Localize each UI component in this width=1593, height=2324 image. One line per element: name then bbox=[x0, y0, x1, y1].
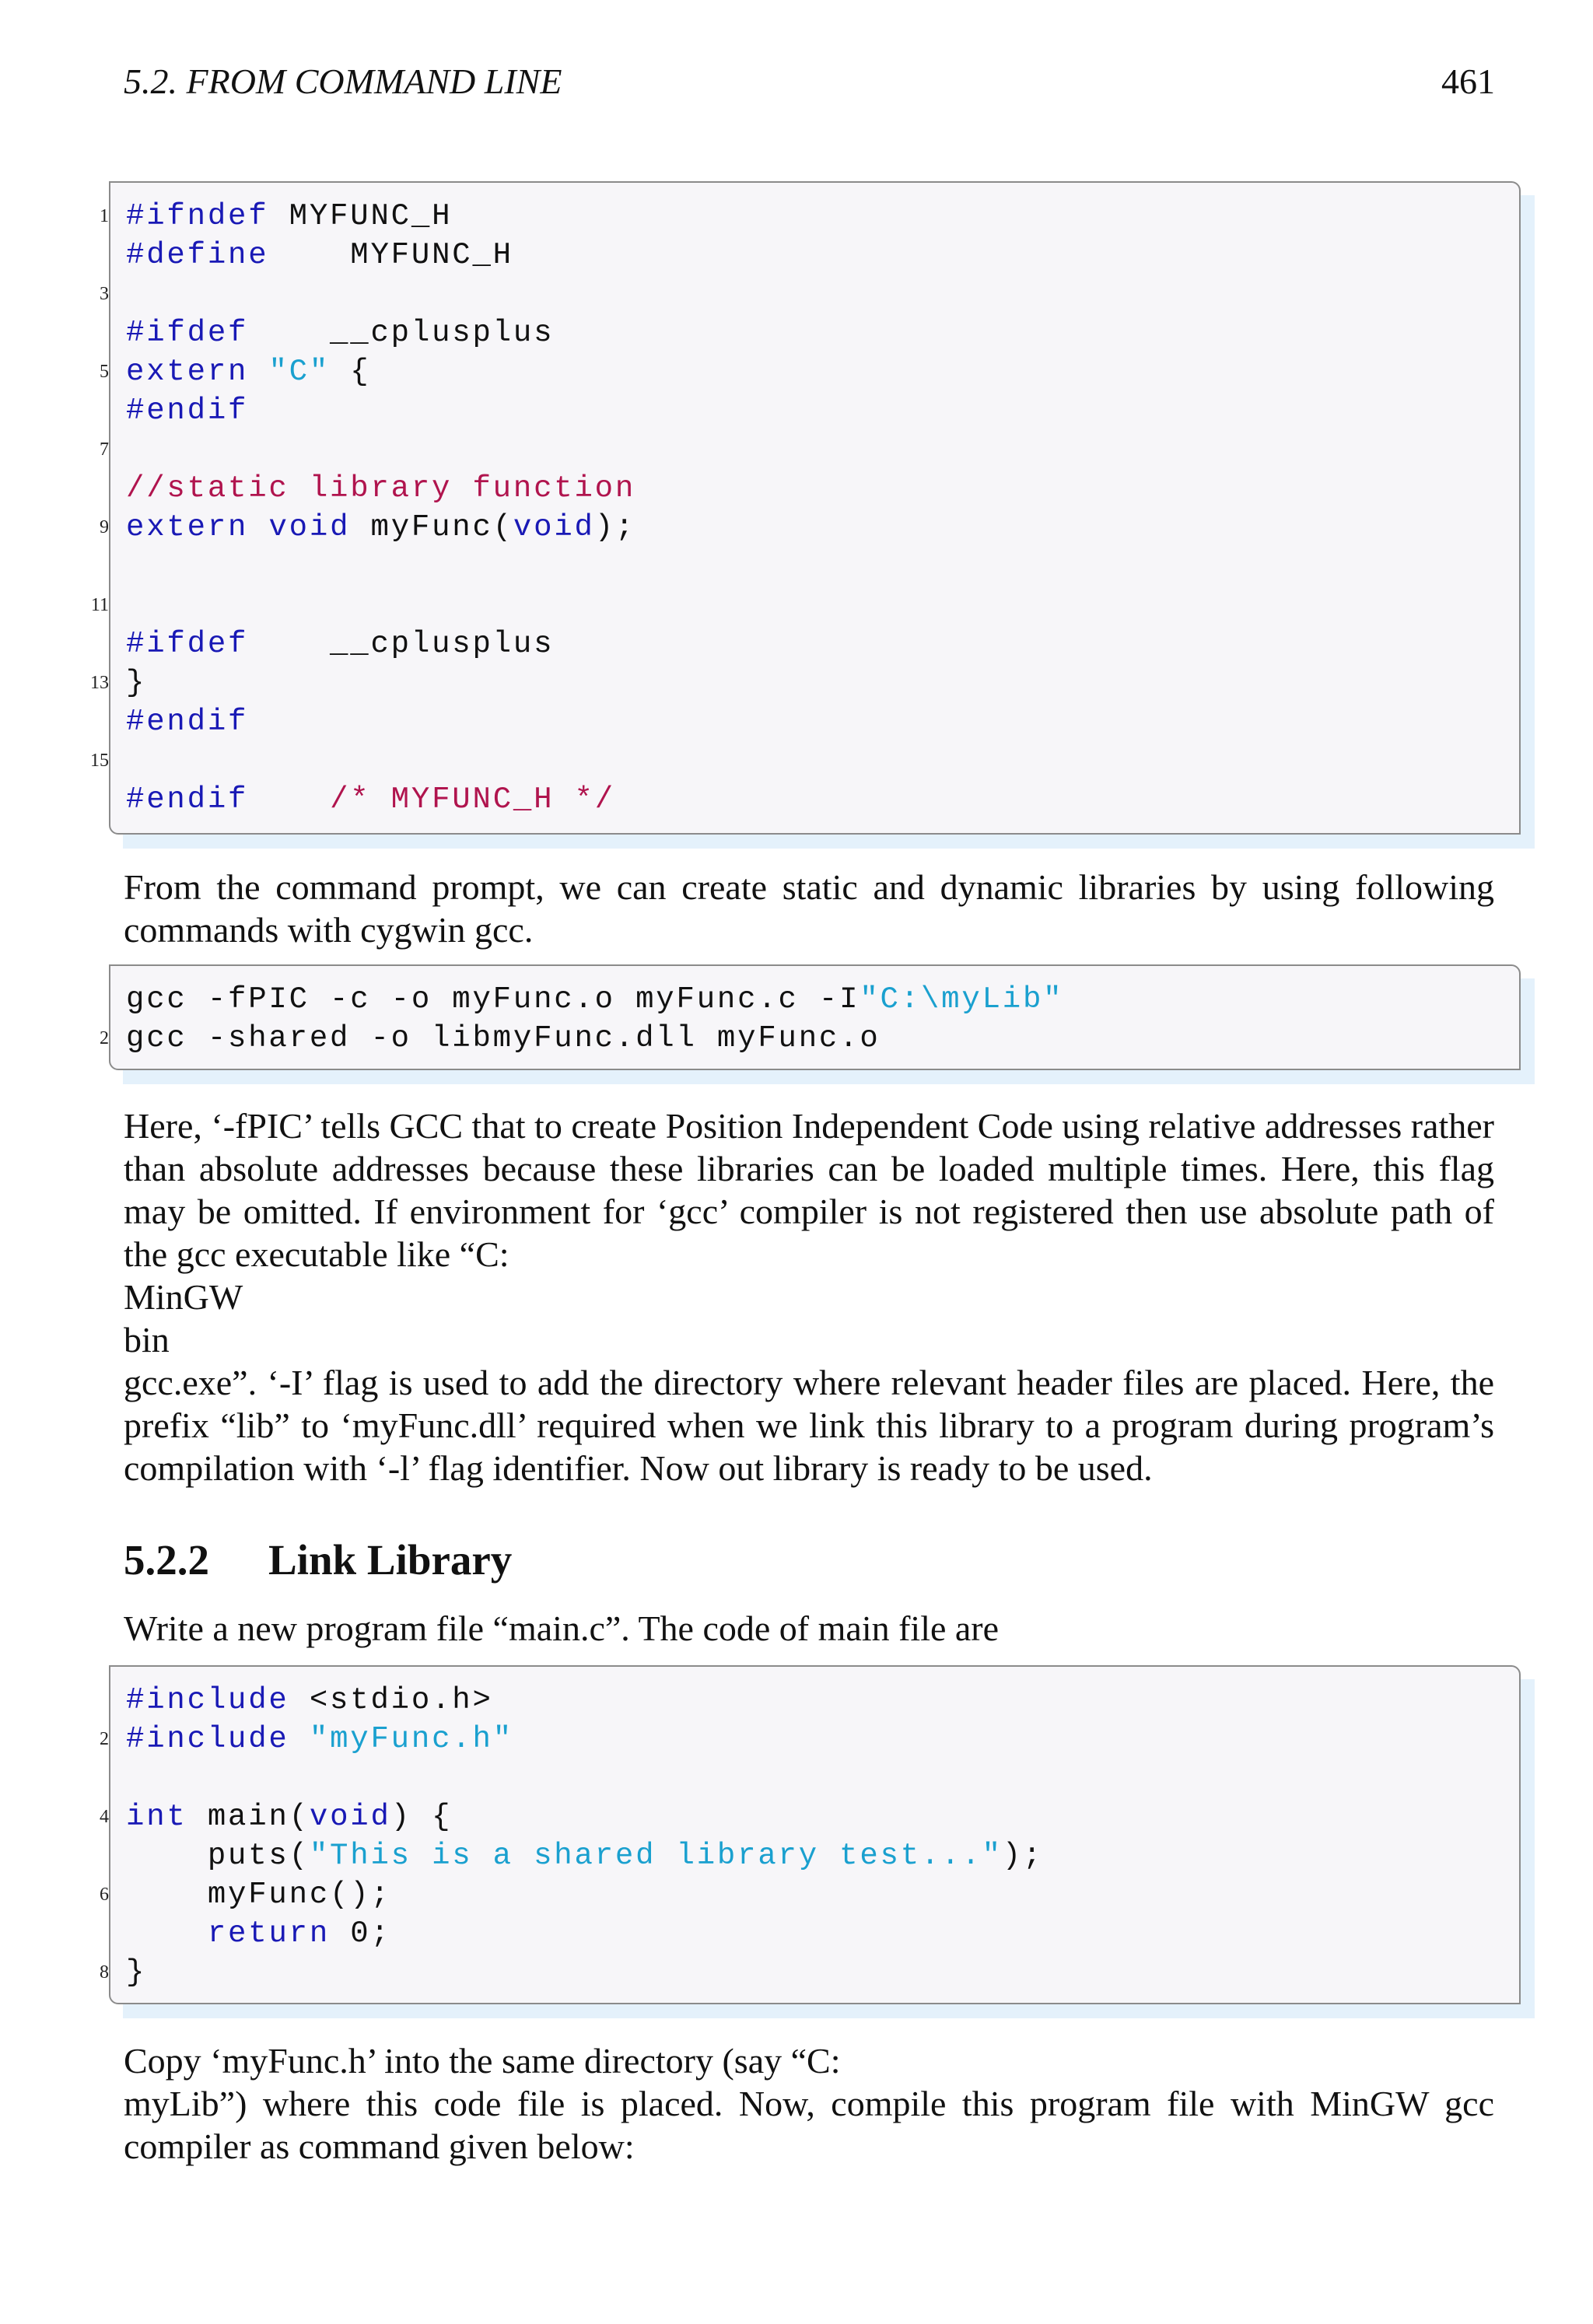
paragraph-main-file bbox=[124, 1607, 1494, 1650]
code-keyword: #define bbox=[126, 238, 269, 272]
code-string: "myFunc.h" bbox=[309, 1722, 513, 1756]
code-line bbox=[100, 430, 1519, 469]
code-lines bbox=[100, 980, 1519, 1058]
code-line bbox=[100, 1797, 1519, 1836]
code-text: MYFUNC_H bbox=[268, 238, 513, 272]
code-keyword: extern bbox=[126, 355, 249, 389]
code-line bbox=[126, 391, 1519, 430]
code-text bbox=[289, 1722, 310, 1756]
code-text: } bbox=[126, 1955, 147, 1990]
code-keyword: extern bbox=[126, 510, 249, 544]
section-number: 5.2.2 bbox=[124, 1536, 209, 1584]
code-line bbox=[100, 197, 1519, 236]
line-number: 3 bbox=[100, 284, 109, 304]
code-text: <stdio.h> bbox=[289, 1683, 493, 1717]
code-text: } bbox=[126, 666, 147, 700]
line-number: 9 bbox=[100, 517, 109, 537]
code-keyword: void bbox=[513, 510, 595, 544]
code-line bbox=[100, 1875, 1519, 1914]
code-listing-myfunc-h bbox=[90, 181, 1521, 835]
line-number: 2 bbox=[100, 1729, 109, 1749]
code-text: __cplusplus bbox=[248, 316, 555, 350]
code-text: myFunc(); bbox=[126, 1878, 391, 1912]
code-text: { bbox=[330, 355, 371, 389]
code-keyword: int bbox=[126, 1800, 187, 1834]
code-keyword: #endif bbox=[126, 782, 249, 817]
line-number: 7 bbox=[100, 439, 109, 460]
code-box bbox=[100, 1665, 1521, 2004]
code-text: gcc -shared -o libmyFunc.dll myFunc.o bbox=[126, 1021, 881, 1055]
code-line bbox=[126, 236, 1519, 275]
paragraph-line: myLib”) where this code file is placed. Now, compile this program file with MinGW gcc compiler as command given below: bbox=[124, 2084, 1494, 2166]
line-number: 5 bbox=[100, 362, 109, 382]
code-box bbox=[100, 964, 1521, 1070]
code-comment: //static library function bbox=[126, 471, 636, 506]
code-line bbox=[126, 547, 1519, 586]
code-text: __cplusplus bbox=[248, 627, 555, 661]
code-line bbox=[100, 1953, 1519, 1992]
line-number: 8 bbox=[100, 1962, 109, 1983]
code-keyword: #ifdef bbox=[126, 316, 249, 350]
code-string: "C" bbox=[268, 355, 331, 389]
code-text: ); bbox=[594, 510, 636, 544]
line-number: 2 bbox=[100, 1028, 109, 1048]
code-box bbox=[90, 181, 1521, 835]
section-heading bbox=[124, 1535, 512, 1584]
code-keyword: #ifdef bbox=[126, 627, 249, 661]
running-section-title: 5.2. FROM COMMAND LINE bbox=[124, 61, 562, 101]
code-text: ); bbox=[1002, 1839, 1044, 1873]
code-text: puts( bbox=[126, 1839, 310, 1873]
code-listing-gcc-commands bbox=[100, 964, 1521, 1070]
code-keyword: #ifndef bbox=[126, 199, 269, 233]
code-keyword: #include bbox=[126, 1722, 289, 1756]
code-text bbox=[248, 510, 268, 544]
paragraph-line: MinGW bbox=[124, 1277, 243, 1317]
code-keyword: #endif bbox=[126, 394, 249, 428]
code-text bbox=[248, 782, 330, 817]
code-line bbox=[90, 741, 1519, 780]
code-text bbox=[126, 1916, 208, 1951]
paragraph-line: gcc.exe”. ‘-I’ flag is used to add the directory where relevant header files are placed. Here, the prefix “lib” to ‘myFunc.dll’ required when we link this library to a program during program’s compilation with ‘-l’ flag identifier. Now out library is ready to be used. bbox=[124, 1363, 1494, 1488]
code-text: gcc -fPIC -c -o myFunc.o myFunc.c -I bbox=[126, 982, 860, 1017]
code-line bbox=[100, 275, 1519, 313]
code-line bbox=[100, 1720, 1519, 1759]
line-number: 6 bbox=[100, 1885, 109, 1905]
code-text: myFunc( bbox=[350, 510, 513, 544]
code-line bbox=[126, 1681, 1519, 1720]
code-line bbox=[126, 1759, 1519, 1797]
code-text: ) { bbox=[390, 1800, 453, 1834]
line-number: 13 bbox=[90, 673, 109, 693]
code-lines bbox=[90, 197, 1519, 819]
code-line bbox=[100, 508, 1519, 547]
paragraph-line: bin bbox=[124, 1320, 170, 1360]
code-keyword: void bbox=[309, 1800, 391, 1834]
line-number: 11 bbox=[90, 595, 109, 615]
code-keyword: #include bbox=[126, 1683, 289, 1717]
code-line bbox=[100, 1019, 1519, 1058]
code-line bbox=[126, 313, 1519, 352]
line-number: 4 bbox=[100, 1807, 109, 1827]
code-line bbox=[126, 625, 1519, 663]
paragraph-fpic-explanation bbox=[124, 1104, 1494, 1489]
paragraph-create-libraries bbox=[124, 866, 1494, 951]
code-lines bbox=[100, 1681, 1519, 1992]
code-text: 0; bbox=[330, 1916, 391, 1951]
code-listing-main-c bbox=[100, 1665, 1521, 2004]
page-number: 461 bbox=[1441, 61, 1495, 101]
code-keyword: return bbox=[207, 1916, 331, 1951]
code-line bbox=[126, 780, 1519, 819]
paragraph-line: Copy ‘myFunc.h’ into the same directory (say “C: bbox=[124, 2041, 841, 2081]
code-keyword: void bbox=[268, 510, 351, 544]
code-line bbox=[126, 980, 1519, 1019]
code-line bbox=[90, 663, 1519, 702]
code-line bbox=[126, 702, 1519, 741]
code-string: "This is a shared library test..." bbox=[309, 1839, 1003, 1873]
code-comment: /* MYFUNC_H */ bbox=[330, 782, 615, 817]
code-keyword: #endif bbox=[126, 705, 249, 739]
code-line bbox=[126, 1836, 1519, 1875]
line-number: 1 bbox=[100, 206, 109, 226]
code-string: "C:\myLib" bbox=[860, 982, 1064, 1017]
code-text bbox=[248, 355, 268, 389]
page-header bbox=[124, 61, 1495, 107]
code-line bbox=[100, 352, 1519, 391]
code-line bbox=[126, 1914, 1519, 1953]
line-number: 15 bbox=[90, 751, 109, 771]
paragraph-text: Write a new program file “main.c”. The code of main file are bbox=[124, 1608, 1000, 1648]
paragraph-text: From the command prompt, we can create static and dynamic libraries by using following commands with cygwin gcc. bbox=[124, 867, 1494, 950]
paragraph-line: Here, ‘-fPIC’ tells GCC that to create Position Independent Code using relative addresses rather than absolute addresses because these libraries can be loaded multiple times. Here, this flag may be omitted. If environment for ‘gcc’ compiler is not registered then use absolute path of the gcc executable like “C: bbox=[124, 1106, 1494, 1274]
code-text: MYFUNC_H bbox=[268, 199, 453, 233]
code-line bbox=[90, 586, 1519, 625]
code-line bbox=[126, 469, 1519, 508]
code-text: main( bbox=[187, 1800, 310, 1834]
paragraph-copy-header bbox=[124, 2039, 1494, 2168]
section-title: Link Library bbox=[268, 1536, 513, 1584]
